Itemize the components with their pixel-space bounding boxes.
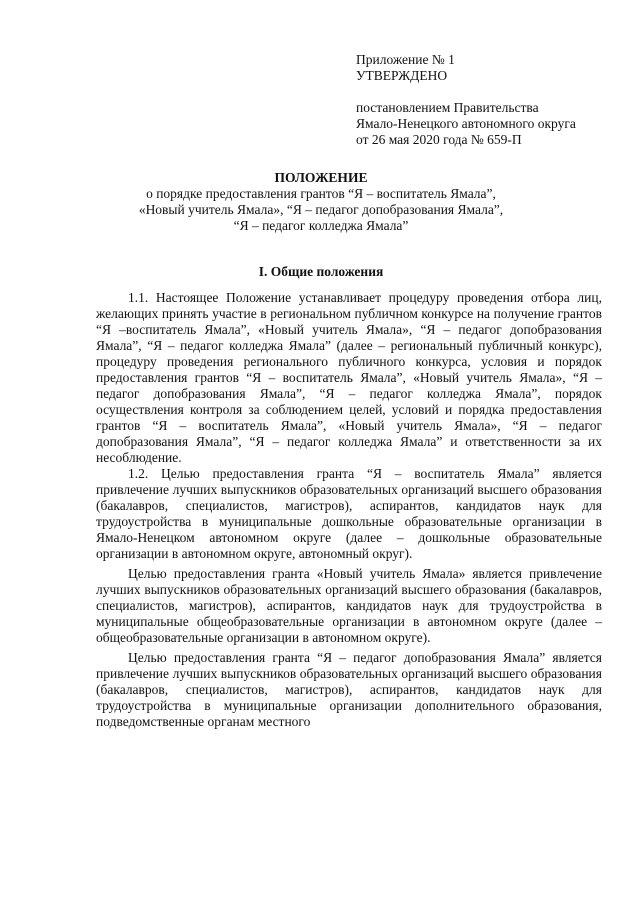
appendix-label: Приложение № 1 <box>356 52 455 67</box>
document-title: ПОЛОЖЕНИЕ <box>274 170 368 185</box>
document-body <box>96 290 602 730</box>
paragraph-new-teacher: Целью предоставления гранта «Новый учитель Ямала» является привлечение лучших выпускников образовательных организаций высшего образования (бакалавров, специалистов, магистров), аспирантов, кандидатов наук для трудоустройства в муниципальные общеобразовательные организации в автономном округе (далее – общеобразовательные организации в автономном округе). <box>96 566 602 645</box>
approval-line-1: постановлением Правительства <box>356 100 539 115</box>
section-title: I. Общие положения <box>258 264 384 279</box>
approval-line-3: от 26 мая 2020 года № 659-П <box>356 132 522 147</box>
document-heading <box>96 170 546 234</box>
approved-label: УТВЕРЖДЕНО <box>356 68 448 83</box>
heading-line-1: о порядке предоставления грантов “Я – воспитатель Ямала”, <box>146 186 496 201</box>
spacer <box>356 84 626 100</box>
approval-line-2: Ямало-Ненецкого автономного округа <box>356 116 576 131</box>
approval-block <box>356 52 626 148</box>
paragraph-additional-education: Целью предоставления гранта “Я – педагог допобразования Ямала” является привлечение лучших выпускников образовательных организаций высшего образования (бакалавров, специалистов, магистров), аспирантов, кандидатов наук для трудоустройства в муниципальные организации дополнительного образования, подведомственные органам местного <box>96 650 602 729</box>
paragraph-1-2: 1.2. Целью предоставления гранта “Я – воспитатель Ямала” является привлечение лучших выпускников образовательных организаций высшего образования (бакалавров, специалистов, магистров), аспирантов, кандидатов наук для трудоустройства в муниципальные дошкольные образовательные организации в Ямало-Ненецком автономном округе (далее – дошкольные образовательные организации в автономном округе, автономный округ). <box>96 466 602 561</box>
heading-line-2: «Новый учитель Ямала», “Я – педагог допобразования Ямала”, <box>138 202 504 217</box>
heading-line-3: “Я – педагог колледжа Ямала” <box>233 218 409 233</box>
paragraph-1-1: 1.1. Настоящее Положение устанавливает процедуру проведения отбора лиц, желающих принять участие в региональном публичном конкурсе на получение грантов “Я –воспитатель Ямала”, «Новый учитель Ямала», “Я – педагог допобразования Ямала”, “Я – педагог колледжа Ямала” (далее – региональный публичный конкурс), процедуру проведения регионального публичного конкурса, условия и порядок предоставления грантов “Я – воспитатель Ямала”, «Новый учитель Ямала», “Я – педагог допобразования Ямала”, “Я – педагог колледжа Ямала”, порядок осуществления контроля за соблюдением целей, условий и порядка предоставления грантов “Я – воспитатель Ямала”, «Новый учитель Ямала», “Я – педагог допобразования Ямала”, “Я – педагог колледжа Ямала” и ответственности за их несоблюдение. <box>96 290 602 465</box>
